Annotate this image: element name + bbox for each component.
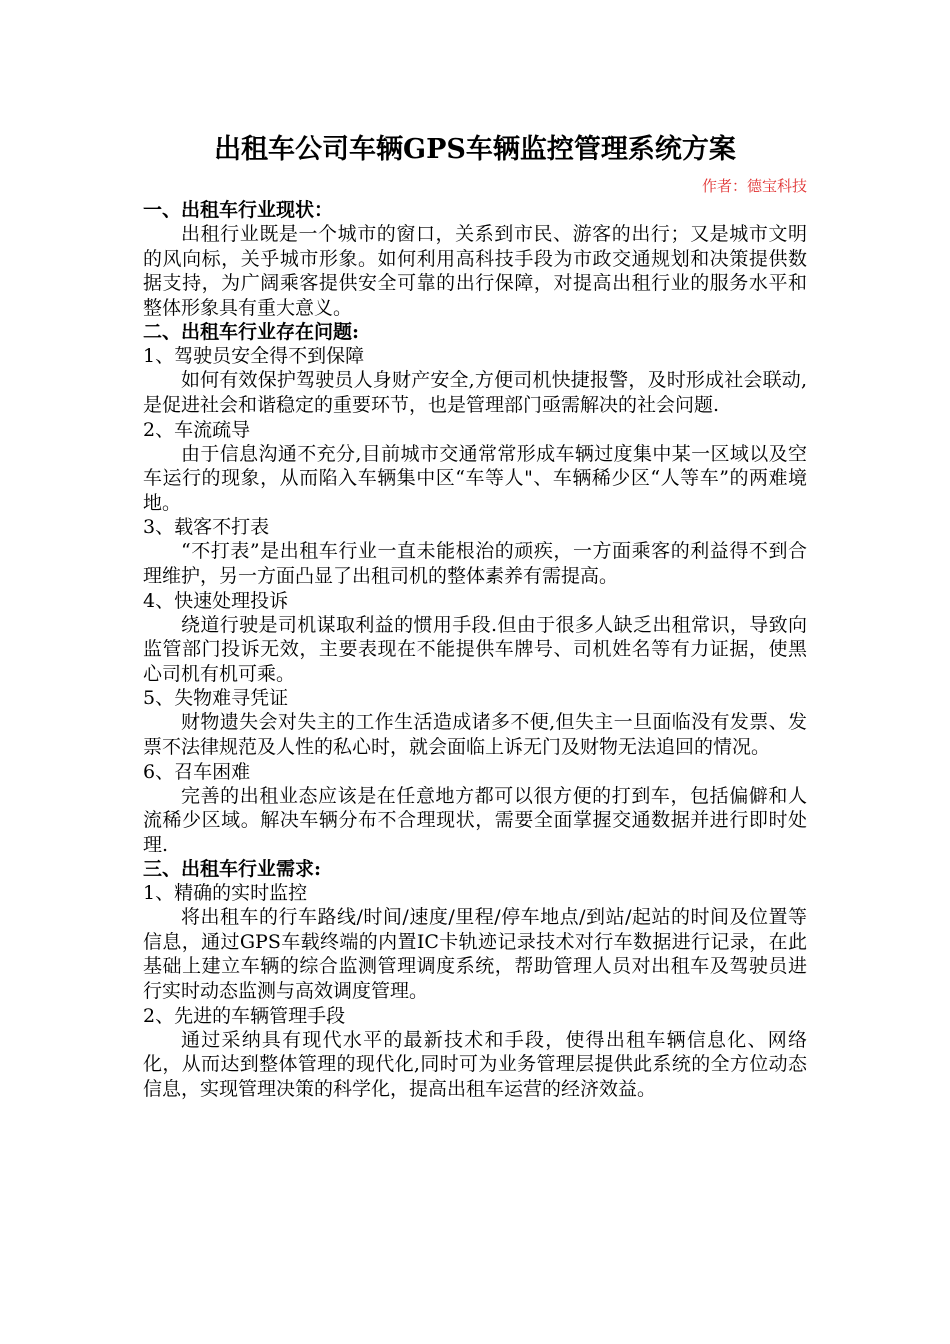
author-line: 作者：德宝科技 <box>701 177 807 195</box>
section-heading: 一、出租车行业现状： <box>143 199 334 221</box>
subsection-title: 1、驾驶员安全得不到保障 <box>143 345 365 368</box>
subsection-title: 6、召车困难 <box>143 760 251 783</box>
subsection-title: 1、精确的实时监控 <box>143 882 308 905</box>
subsection-title: 2、先进的车辆管理手段 <box>143 1004 346 1027</box>
document-title: 出租车公司车辆GPS车辆监控管理系统方案 <box>214 134 736 165</box>
subsection-paragraph: 通过采纳具有现代水平的最新技术和手段，使得出租车辆信息化、网络化，从而达到整体管理的现代化,同时可为业务管理层提供此系统的全方位动态信息，实现管理决策的科学化，提高出租车运营的经济效益。 <box>143 1028 807 1100</box>
section-paragraph: 出租行业既是一个城市的窗口，关系到市民、游客的出行；又是城市文明的风向标，关乎城市形象。如何利用高科技手段为市政交通规划和决策提供数据支持，为广阔乘客提供安全可靠的出行保障，对提高出租行业的服务水平和整体形象具有重大意义。 <box>143 223 807 319</box>
subsection-title: 3、载客不打表 <box>143 516 270 539</box>
subsection-title: 4、快速处理投诉 <box>143 589 289 612</box>
section-current-status <box>143 198 807 320</box>
subsection-paragraph: 绕道行驶是司机谋取利益的惯用手段.但由于很多人缺乏出租常识，导致向监管部门投诉无效，主要表现在不能提供车牌号、司机姓名等有力证据，使黑心司机有机可乘。 <box>143 613 807 685</box>
section-heading: 二、出租车行业存在问题: <box>143 321 360 344</box>
subsection-paragraph: “不打表”是出租车行业一直未能根治的顽疾，一方面乘客的利益得不到合理维护，另一方面凸显了出租司机的整体素养有需提高。 <box>143 540 807 587</box>
subsection-title: 2、车流疏导 <box>143 418 251 441</box>
section-requirements <box>143 857 807 1101</box>
section-heading: 三、出租车行业需求: <box>143 858 322 881</box>
section-problems <box>143 320 807 857</box>
subsection-paragraph: 如何有效保护驾驶员人身财产安全,方便司机快捷报警，及时形成社会联动,是促进社会和谐稳定的重要环节，也是管理部门亟需解决的社会问题. <box>143 369 807 416</box>
subsection-paragraph: 完善的出租业态应该是在任意地方都可以很方便的打到车，包括偏僻和人流稀少区域。解决车辆分布不合理现状，需要全面掌握交通数据并进行即时处理. <box>143 784 807 856</box>
document-page <box>143 128 807 1101</box>
subsection-paragraph: 财物遗失会对失主的工作生活造成诸多不便,但失主一旦面临没有发票、发票不法律规范及人性的私心时，就会面临上诉无门及财物无法追回的情况。 <box>143 711 807 758</box>
subsection-paragraph: 将出租车的行车路线/时间/速度/里程/停车地点/到站/起站的时间及位置等信息，通过GPS车载终端的内置IC卡轨迹记录技术对行车数据进行记录，在此基础上建立车辆的综合监测管理调度系统，帮助管理人员对出租车及驾驶员进行实时动态监测与高效调度管理。 <box>143 906 807 1003</box>
subsection-title: 5、失物难寻凭证 <box>143 687 289 710</box>
subsection-paragraph: 由于信息沟通不充分,目前城市交通常常形成车辆过度集中某一区域以及空车运行的现象，从而陷入车辆集中区“车等人"、车辆稀少区“人等车”的两难境地。 <box>143 442 807 514</box>
